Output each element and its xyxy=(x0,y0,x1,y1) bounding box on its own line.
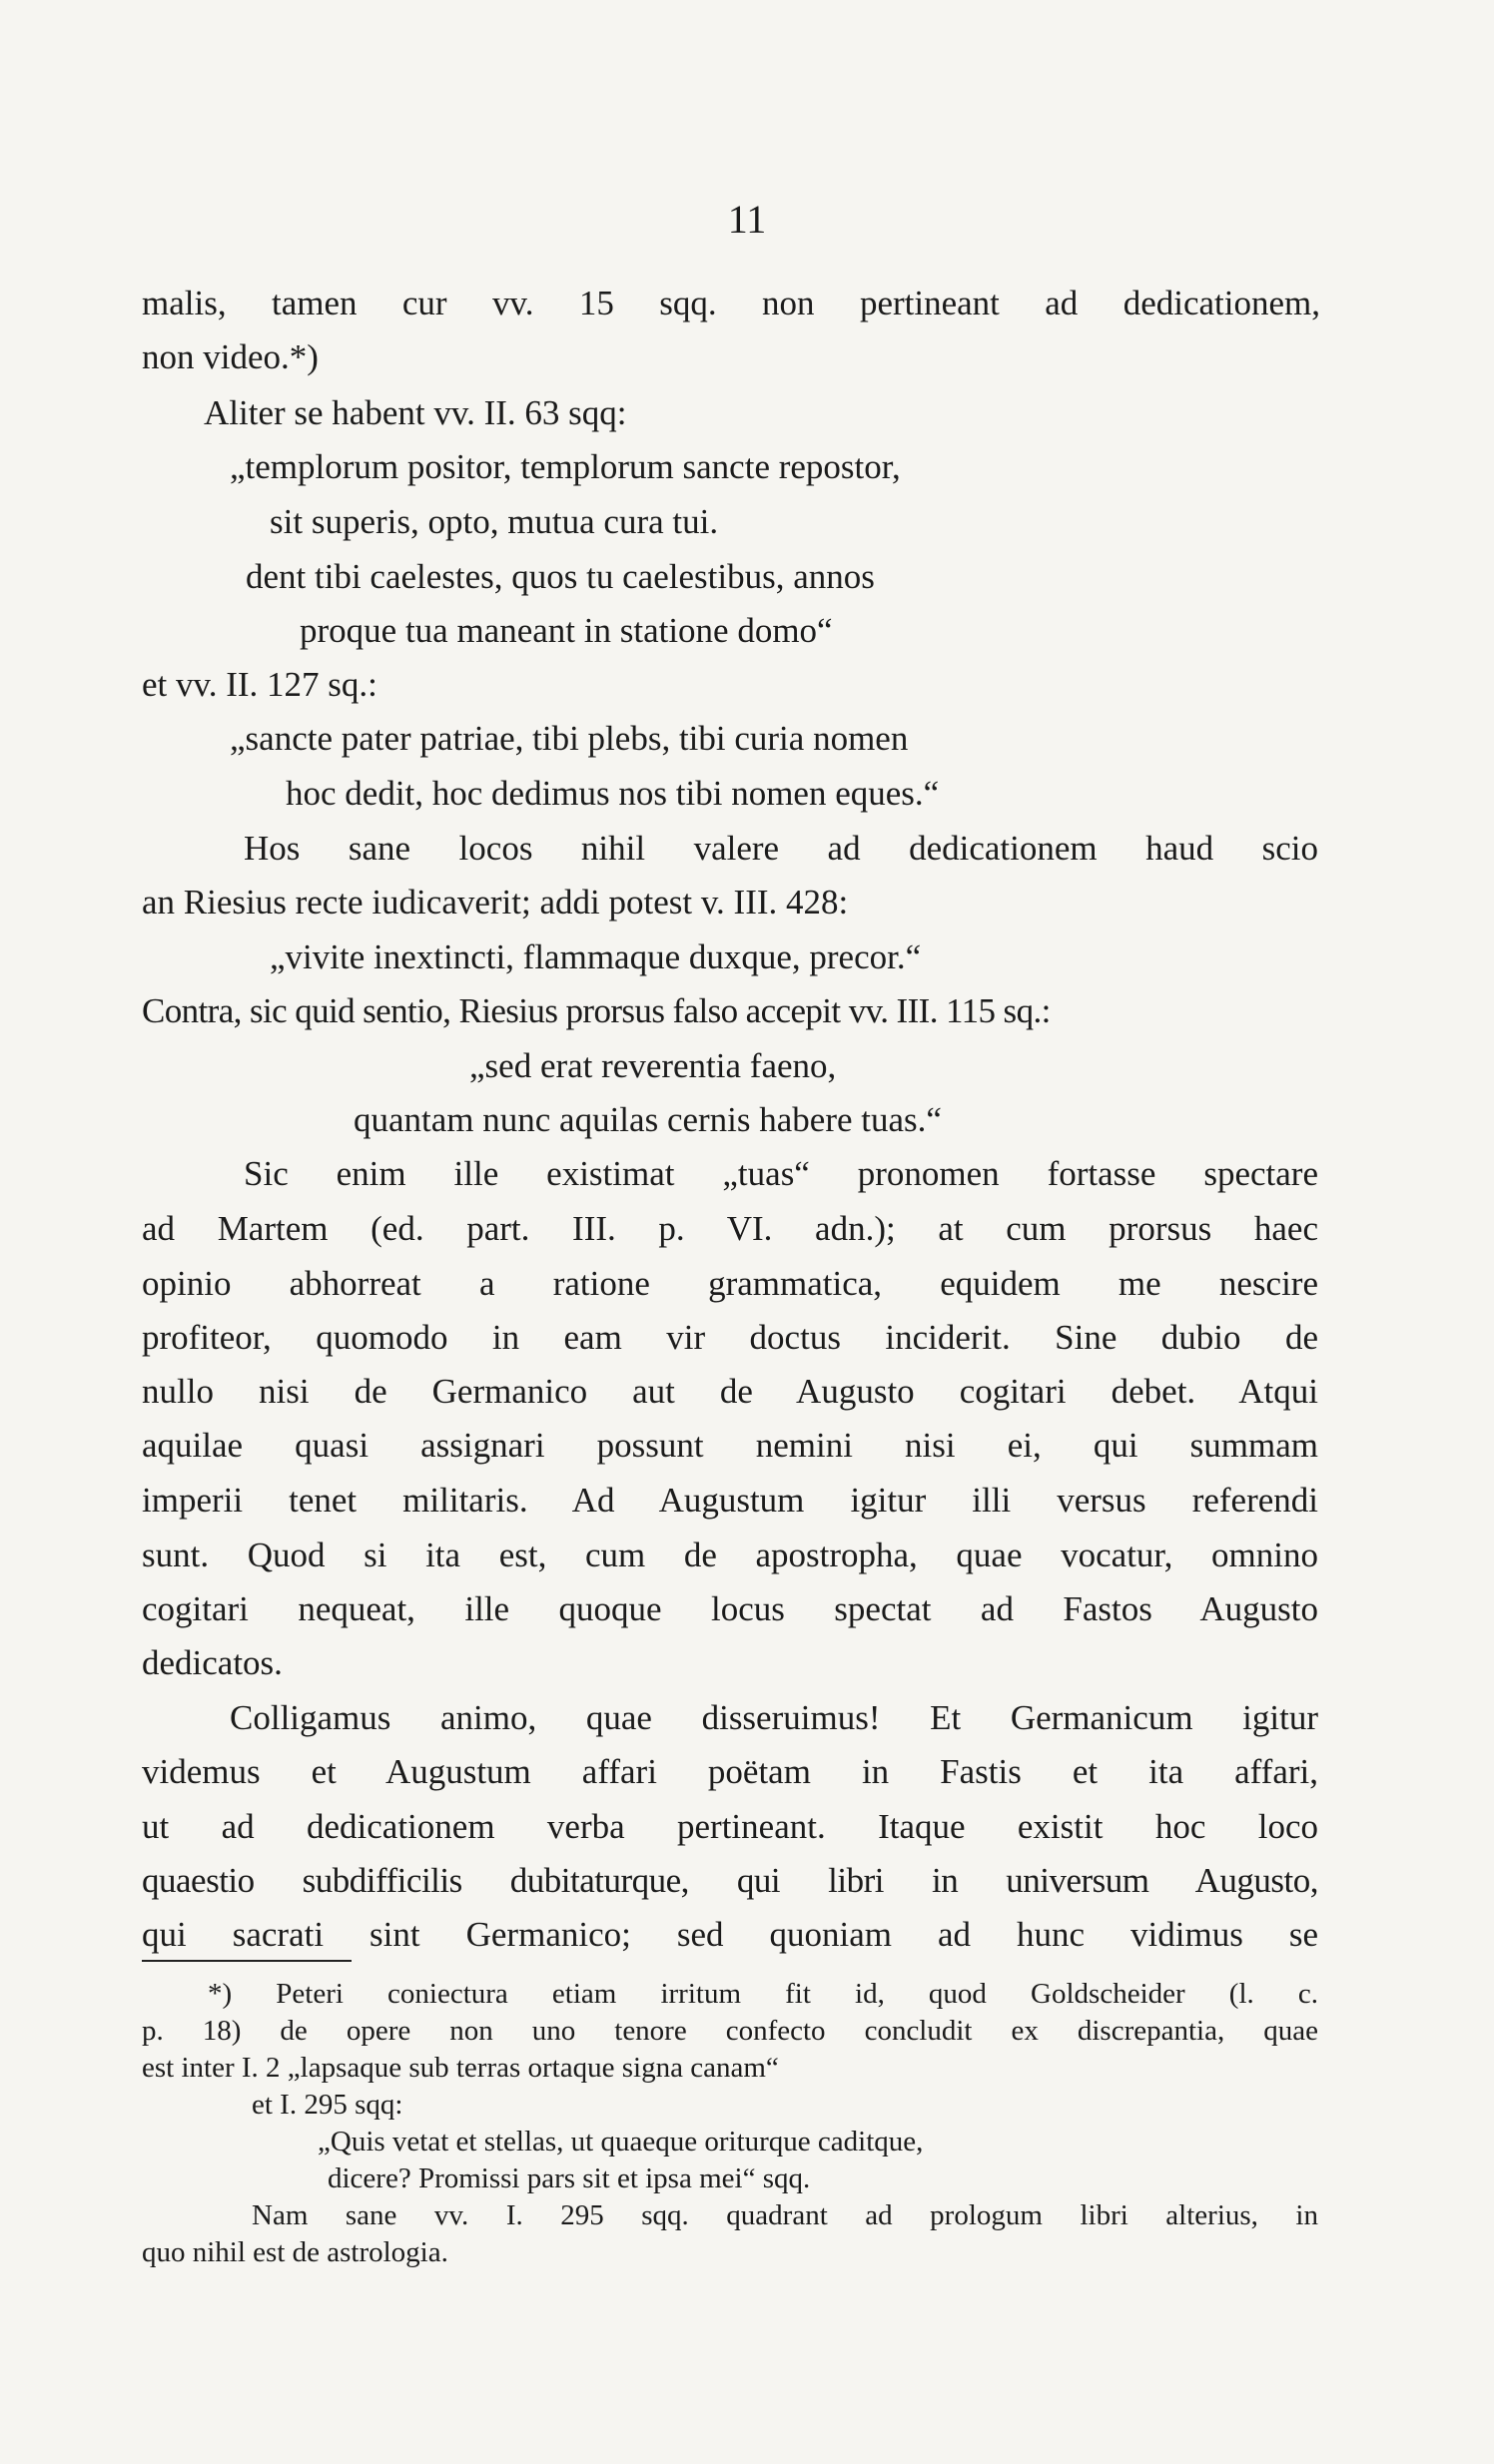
body-line: ut ad dedicationem verba pertineant. Itaque existit hoc loco xyxy=(142,1807,1318,1846)
body-line: an Riesius recte iudicaverit; addi potest v. III. 428: xyxy=(142,883,849,922)
body-line: Contra, sic quid sentio, Riesius prorsus falso accepit vv. III. 115 sq.: xyxy=(142,991,1051,1030)
verse-line: sit superis, opto, mutua cura tui. xyxy=(270,502,719,541)
footnote-line: est inter I. 2 „lapsaque sub terras ortaque signa canam“ xyxy=(142,2052,779,2084)
body-line: non video.*) xyxy=(142,337,319,376)
body-line: sunt. Quod si ita est, cum de apostropha, quae vocatur, omnino xyxy=(142,1536,1318,1574)
body-line: et vv. II. 127 sq.: xyxy=(142,665,377,704)
body-line: imperii tenet militaris. Ad Augustum igitur illi versus referendi xyxy=(142,1481,1318,1520)
body-line: Sic enim ille existimat „tuas“ pronomen fortasse spectare xyxy=(244,1154,1318,1193)
body-line: Aliter se habent vv. II. 63 sqq: xyxy=(204,393,627,432)
body-line: videmus et Augustum affari poëtam in Fastis et ita affari, xyxy=(142,1752,1318,1791)
footnote-line: quo nihil est de astrologia. xyxy=(142,2236,448,2268)
verse-line: proque tua maneant in statione domo“ xyxy=(300,611,833,650)
verse-line: dent tibi caelestes, quos tu caelestibus, annos xyxy=(246,557,875,596)
verse-line: hoc dedit, hoc dedimus nos tibi nomen eques.“ xyxy=(286,774,940,813)
verse-line: „sancte pater patriae, tibi plebs, tibi curia nomen xyxy=(230,719,909,758)
footnote-line: p. 18) de opere non uno tenore confecto concludit ex discrepantia, quae xyxy=(142,2015,1318,2047)
body-line: malis, tamen cur vv. 15 sqq. non pertineant ad dedicationem, xyxy=(142,284,1320,322)
footnote-rule xyxy=(142,1960,352,1962)
body-line: nullo nisi de Germanico aut de Augusto cogitari debet. Atqui xyxy=(142,1372,1318,1411)
verse-line: quantam nunc aquilas cernis habere tuas.“ xyxy=(354,1100,942,1139)
verse-line: „templorum positor, templorum sancte repostor, xyxy=(230,447,901,486)
footnote-line: *) Peteri coniectura etiam irritum fit id, quod Goldscheider (l. c. xyxy=(208,1978,1318,2010)
body-line: aquilae quasi assignari possunt nemini nisi ei, qui summam xyxy=(142,1426,1318,1465)
body-line: profiteor, quomodo in eam vir doctus inciderit. Sine dubio de xyxy=(142,1318,1318,1357)
body-line: cogitari nequeat, ille quoque locus spectat ad Fastos Augusto xyxy=(142,1589,1318,1628)
body-line: Colligamus animo, quae disseruimus! Et Germanicum igitur xyxy=(230,1698,1318,1737)
footnote-line: Nam sane vv. I. 295 sqq. quadrant ad prologum libri alterius, in xyxy=(252,2199,1318,2231)
body-line: ad Martem (ed. part. III. p. VI. adn.); at cum prorsus haec xyxy=(142,1209,1318,1248)
footnote-verse-line: „Quis vetat et stellas, ut quaeque oriturque caditque, xyxy=(318,2126,924,2157)
verse-line: „sed erat reverentia faeno, xyxy=(469,1046,837,1085)
verse-line: „vivite inextincti, flammaque duxque, precor.“ xyxy=(270,937,922,976)
body-line: quaestio subdifficilis dubitaturque, qui libri in universum Augusto, xyxy=(142,1861,1318,1900)
body-line: opinio abhorreat a ratione grammatica, equidem me nescire xyxy=(142,1264,1318,1303)
body-line: Hos sane locos nihil valere ad dedicationem haud scio xyxy=(244,829,1318,868)
body-line: qui sacrati sint Germanico; sed quoniam ad hunc vidimus se xyxy=(142,1915,1318,1954)
page-number: 11 xyxy=(727,197,767,242)
footnote-line: et I. 295 sqq: xyxy=(252,2089,403,2121)
footnote-verse-line: dicere? Promissi pars sit et ipsa mei“ sqq. xyxy=(328,2162,811,2194)
body-line: dedicatos. xyxy=(142,1643,283,1682)
